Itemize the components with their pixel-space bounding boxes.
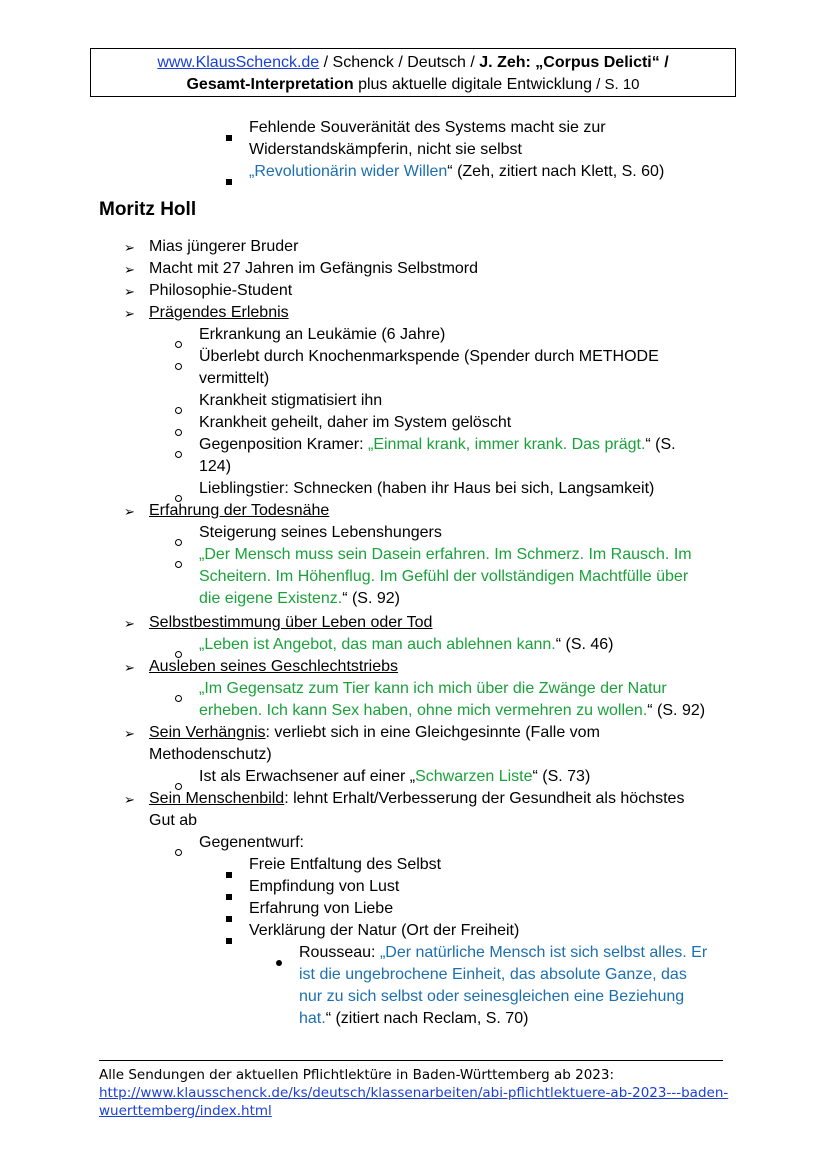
square-bullet-icon (226, 170, 232, 192)
list-item-cont: Widerstandskämpferin, nicht sie selbst (249, 141, 522, 158)
quote-item-cont: hat.“ (zitiert nach Reclam, S. 70) (299, 1010, 529, 1027)
page-number: / S. 10 (591, 76, 640, 93)
sub-sub-item: Empfindung von Lust (249, 878, 400, 895)
arrow-bullet-icon: ➢ (124, 616, 135, 631)
sub-item: Krankheit stigmatisiert ihn (199, 392, 383, 409)
footer-divider (99, 1060, 723, 1061)
list-item: Macht mit 27 Jahren im Gefängnis Selbstmord (149, 260, 479, 277)
sub-item-quote-cont: Scheitern. Im Höhenflug. Im Gefühl der vollständigen Machtfülle über (199, 568, 689, 585)
circle-bullet-icon (175, 333, 182, 355)
arrow-bullet-icon: ➢ (124, 284, 135, 299)
sub-item: Gegenposition Kramer: „Einmal krank, immer krank. Das prägt.“ (S. (199, 436, 676, 453)
list-item: „Revolutionärin wider Willen“ (Zeh, zitiert nach Klett, S. 60) (249, 163, 665, 180)
circle-bullet-icon (175, 399, 182, 421)
sub-item-quote-cont: erheben. Ich kann Sex haben, ohne mich vermehren zu wollen.“ (S. 92) (199, 702, 706, 719)
header-subtitle: plus aktuelle digitale Entwicklung (353, 76, 592, 93)
list-item: Sein Verhängnis: verliebt sich in eine Gleichgesinnte (Falle vom (149, 724, 600, 741)
circle-bullet-icon (175, 443, 182, 465)
arrow-bullet-icon: ➢ (124, 792, 135, 807)
list-item: Fehlende Souveränität des Systems macht sie zur (249, 119, 606, 136)
list-item: Philosophie-Student (149, 282, 293, 299)
square-bullet-icon (226, 126, 232, 148)
page-footer (99, 1066, 728, 1120)
list-item: Selbstbestimmung über Leben oder Tod (149, 614, 433, 631)
list-item: Prägendes Erlebnis (149, 304, 289, 321)
square-bullet-icon (226, 907, 232, 929)
circle-bullet-icon (175, 421, 182, 443)
sub-item-cont: vermittelt) (199, 370, 270, 387)
section-title: Moritz Holl (99, 199, 197, 220)
header-subtitle-bold: Gesamt-Interpretation (186, 76, 354, 93)
list-item: Sein Menschenbild: lehnt Erhalt/Verbesserung der Gesundheit als höchstes (149, 790, 685, 807)
quote-item-cont: nur zu sich selbst oder seinesgleichen eine Beziehung (299, 988, 685, 1005)
site-link[interactable]: www.KlausSchenck.de (157, 54, 320, 71)
footer-link-cont[interactable]: wuerttemberg/index.html (99, 1103, 272, 1119)
header-title: J. Zeh: „Corpus Delicti“ / (479, 54, 669, 71)
sub-item: Krankheit geheilt, daher im System gelöscht (199, 414, 512, 431)
sub-item: Steigerung seines Lebenshungers (199, 524, 442, 541)
arrow-bullet-icon: ➢ (124, 504, 135, 519)
arrow-bullet-icon: ➢ (124, 262, 135, 277)
footer-link[interactable]: http://www.klausschenck.de/ks/deutsch/klassenarbeiten/abi-pflichtlektuere-ab-2023---baden- (99, 1085, 729, 1101)
sub-item: Ist als Erwachsener auf einer „Schwarzen Liste“ (S. 73) (199, 768, 591, 785)
square-bullet-icon (226, 929, 232, 951)
arrow-bullet-icon: ➢ (124, 240, 135, 255)
sub-sub-item: Freie Entfaltung des Selbst (249, 856, 442, 873)
circle-bullet-icon (175, 355, 182, 377)
list-item-cont: Gut ab (149, 812, 198, 829)
square-bullet-icon (226, 885, 232, 907)
circle-bullet-icon (175, 687, 182, 709)
arrow-bullet-icon: ➢ (124, 660, 135, 675)
quote-item-cont: ist die ungebrochene Einheit, das absolute Ganze, das (299, 966, 687, 983)
quote-item: Rousseau: „Der natürliche Mensch ist sich selbst alles. Er (299, 944, 708, 961)
sub-item-cont: 124) (199, 458, 232, 475)
sub-item: Gegenentwurf: (199, 834, 304, 851)
circle-bullet-icon (175, 841, 182, 863)
page-header (90, 48, 736, 97)
dot-bullet-icon (276, 951, 282, 973)
list-item: Erfahrung der Todesnähe (149, 502, 330, 519)
arrow-bullet-icon: ➢ (124, 306, 135, 321)
sub-item-quote: „Der Mensch muss sein Dasein erfahren. Im Schmerz. Im Rausch. Im (199, 546, 692, 563)
list-item: Ausleben seines Geschlechtstriebs (149, 658, 399, 675)
sub-item: Lieblingstier: Schnecken (haben ihr Haus bei sich, Langsamkeit) (199, 480, 655, 497)
sub-item-quote-cont: die eigene Existenz.“ (S. 92) (199, 590, 400, 607)
sub-item: Überlebt durch Knochenmarkspende (Spender durch METHODE (199, 348, 659, 365)
footer-text: Alle Sendungen der aktuellen Pflichtlektüre in Baden-Württemberg ab 2023: (99, 1067, 615, 1083)
list-item: Mias jüngerer Bruder (149, 238, 299, 255)
header-breadcrumb: / Schenck / Deutsch / (319, 54, 480, 71)
arrow-bullet-icon: ➢ (124, 726, 135, 741)
sub-item-quote: „Im Gegensatz zum Tier kann ich mich über die Zwänge der Natur (199, 680, 667, 697)
sub-sub-item: Erfahrung von Liebe (249, 900, 394, 917)
list-item-cont: Methodenschutz) (149, 746, 272, 763)
sub-sub-item: Verklärung der Natur (Ort der Freiheit) (249, 922, 520, 939)
circle-bullet-icon (175, 531, 182, 553)
sub-item: Erkrankung an Leukämie (6 Jahre) (199, 326, 446, 343)
circle-bullet-icon (175, 553, 182, 575)
sub-item: „Leben ist Angebot, das man auch ablehnen kann.“ (S. 46) (199, 636, 614, 653)
square-bullet-icon (226, 863, 232, 885)
